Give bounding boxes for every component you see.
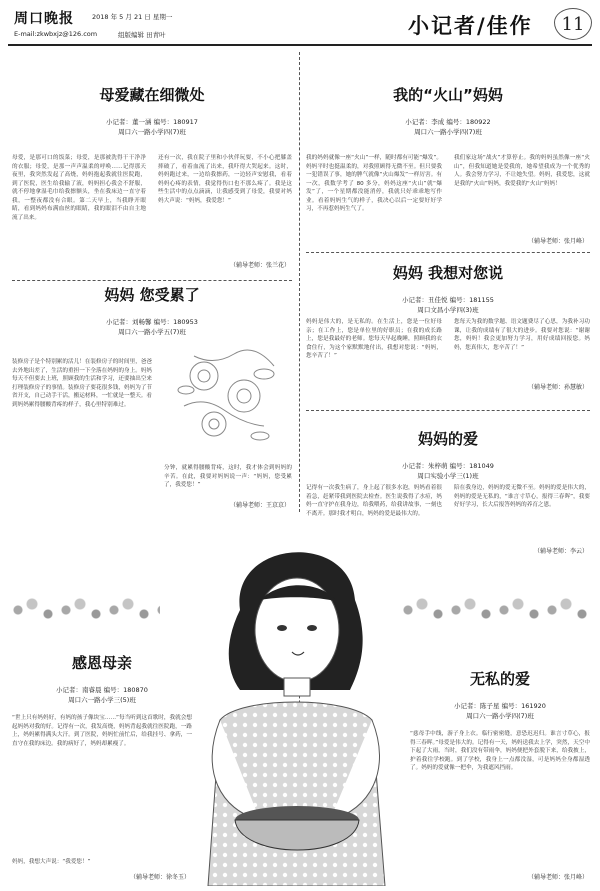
flower-border-right: [400, 592, 590, 628]
article-separator: [306, 252, 590, 253]
article-want-to-say: [306, 262, 590, 402]
article-body-col2: 您每天为我的数学题、语文题费尽了心思，为我补习功课，让我的成绩有了很大的进步。我要对您说：“谢谢您，妈妈！我会更加努力学习，用好成绩回报您。妈妈，您真伟大，您辛苦了！”: [454, 319, 590, 351]
editor-line: 组版编辑 田青叶: [118, 31, 166, 39]
school-line: 周口六一路小学四(7)班: [466, 712, 534, 720]
reporter-line: 小记者：李成 编号：180922: [405, 118, 491, 126]
article-body-col2: 还有一次，我在院子里和小伙伴玩耍，不小心把膝盖摔破了，看着血流了出来，我吓得大哭起来。这时，妈妈跑过来，一边给我擦药，一边轻声安慰我，看着妈妈心疼的表情，我觉得伤口也不那么疼了。我是这些生活中的点点滴滴，让我感受到了母爱，我要对妈妈大声说：“妈妈，我爱您！”: [158, 155, 292, 204]
article-title: 母爱藏在细微处: [99, 86, 205, 104]
reporter-line: 小记者：董一涵 编号：180917: [106, 118, 198, 126]
page-number: 11: [561, 13, 585, 35]
reporter-line: 小记者：南睿晨 编号：180870: [56, 686, 148, 694]
teacher-credit: （辅导老师：张月峰）: [527, 874, 588, 881]
teacher-credit: （辅导老师：徐冬玉）: [129, 874, 190, 881]
teacher-credit: （辅导老师：李云）: [533, 548, 588, 555]
article-body-col1: “慈母手中线，游子身上衣。临行密密缝，意恐迟迟归。谁言寸草心，报得三春晖。”母爱是伟大的。记得有一天，妈妈送我去上学，突然，天空中下起了大雨，当时，我们没有带雨伞，妈妈便把外套脱下来，给我披上，护着我往学校跑。到了学校，我身上一点都没湿，可是妈妈全身都湿透了。妈妈的爱就像一把伞，为我遮风挡雨。: [410, 731, 590, 771]
teacher-credit: （辅导老师：张月峰）: [527, 238, 588, 245]
article-body-col1: 记得有一次我生病了，身上起了很多水泡，妈妈看着很着急，赶紧带我到医院去检查。医生说我得了水痘，妈妈一直守护在我身边，给我喂药，给我讲故事，一刻也不离开。那时我才明白，妈妈的爱是最伟大的。: [306, 485, 442, 517]
article-body-col2: [410, 862, 590, 870]
section-title: 小记者/佳作: [408, 13, 533, 38]
article-separator: [306, 410, 590, 411]
article-body-col1: “世上只有妈妈好，有妈的孩子像块宝……”每当听到这首歌时，我就会想起妈妈对我的好。记得有一次，我发高烧，妈妈背起我就往医院跑，一路上，妈妈累得满头大汗。到了医院，妈妈忙前忙后，给我挂号、拿药，一直守在我的床边。我的病好了，妈妈却累瘦了。: [12, 715, 192, 747]
teacher-credit: （辅导老师：孙慧敏）: [527, 384, 588, 391]
article-body-col2: 分钟，就累得腰酸背疼，这时，我才体会到妈妈的辛苦。在此，我要对妈妈说一声：“妈妈，您受累了，我爱您！”: [164, 465, 292, 488]
article-selfless-love: [410, 668, 590, 884]
article-title: 感恩母亲: [71, 654, 132, 672]
reporter-line: 小记者：丑佳悦 编号：181155: [402, 296, 494, 304]
article-body-col1: 母爱，是那可口的饭菜；母爱，是那被洗得干干净净的衣服；母爱，是那一声声温柔的呼唤……记得那天夜里，我突然发起了高烧，妈妈抱起我就往医院跑，到了医院，医生给我输了液，妈妈担心我会不舒服，就不停地拿湿毛巾给我擦额头，坐在我床边一直守着我，一整夜都没有合眼。第二天早上，当我睁开眼睛，看到妈妈布满血丝的眼睛，我的眼泪不由自主地流了出来。: [12, 155, 146, 221]
page-number-badge: [554, 8, 592, 40]
article-body-col2: 陪在我身边，妈妈的爱无微不至。妈妈的爱是伟大的，妈妈的爱是无私的，“谁言寸草心，报得三春晖”，我要好好学习，长大后报答妈妈的养育之恩。: [454, 485, 590, 508]
article-body-col2: 我们家这场“战火”才算停止。我的妈妈虽然像一座“火山”，但我知道她是爱我的，她希望我成为一个优秀的人。我会努力学习，不让她失望。妈妈，我爱您，这就是我的“火山”妈妈，我爱我的“火山”妈妈！: [454, 155, 590, 187]
school-line: 周口实验小学三(1)班: [417, 472, 479, 480]
reporter-line: 小记者：陈子星 编号：161920: [454, 702, 546, 710]
reporter-line: 小记者：朱梓萌 编号：181049: [402, 462, 494, 470]
article-body-col2: 妈妈，我想大声说：“我爱您！”: [12, 859, 91, 865]
teacher-credit: （辅导老师：王京京）: [229, 502, 290, 509]
email-line: E-mail:zkwbxjz@126.com: [14, 30, 98, 38]
reporter-line: 小记者：刘畅馨 编号：180953: [106, 318, 198, 326]
article-separator: [12, 280, 292, 281]
mother-illustration: [180, 520, 410, 886]
header-rule: [8, 44, 592, 46]
article-gratitude-mother: [12, 652, 192, 884]
article-mother-love-details: [12, 84, 292, 284]
article-title: 妈妈的爱: [417, 430, 478, 448]
school-line: 周口六一路小学五(7)班: [118, 328, 186, 336]
article-volcano-mother: [306, 84, 590, 254]
column-divider: [299, 52, 300, 512]
flower-border-left: [10, 592, 160, 628]
article-title: 妈妈 我想对您说: [392, 264, 504, 282]
article-title: 我的“火山”妈妈: [393, 86, 503, 104]
article-title: 妈妈 您受累了: [104, 286, 200, 304]
teacher-credit: （辅导老师：张兰花）: [229, 262, 290, 269]
school-line: 周口六一路小学三(5)班: [68, 696, 136, 704]
masthead: 周口晚报: [14, 11, 74, 27]
article-mother-tired: [12, 284, 292, 514]
article-body-col1: 妈妈是伟大的，是无私的。在生活上，您是一位好母亲；在工作上，您是单位里的好职员；在我的成长路上，您是我最好的老师。您每天早起晚睡，照顾我的衣食住行，为这个家默默地付出，我想对您说：“妈妈，您辛苦了！”: [306, 319, 442, 359]
school-line: 周口文昌小学四(3)班: [417, 306, 479, 314]
flower-illustration: [164, 336, 288, 456]
date-line: 2018 年 5 月 21 日 星期一: [92, 13, 173, 21]
article-body-col1: 我的妈妈就像一座“火山”一样，随时都有可能“爆发”。妈妈平时也挺温柔的，对我照顾得无微不至。但只要我一犯错误了事，她的脾气就像“火山爆发”一样厉害。有一次，我数学考了 80 多分，妈妈这座“火山”就“爆发”了，一个星期都没能消停，我就只好乖乖地写作业。看着妈妈生气的样子，我决心以后一定要好好学习，不再惹妈妈生气了。: [306, 155, 442, 212]
school-line: 周口六一路小学四(7)班: [118, 128, 186, 136]
article-body-col1: 装修房子是个特别累的活儿！在装修房子的时间里，爸爸去外地出差了，生活的重担一下全落在妈妈的身上。妈妈每天不但要去上班，照顾我的生活和学习，还要抽出空来打理装修房子的事情。装修房子要花很多钱，妈妈为了节省开支，自己动手干活，搬运材料，一忙就是一整天。看到妈妈累得腰酸背疼的样子，我心里特别难过。: [12, 359, 152, 408]
article-title: 无私的爱: [469, 670, 530, 688]
school-line: 周口六一路小学四(7)班: [414, 128, 482, 136]
